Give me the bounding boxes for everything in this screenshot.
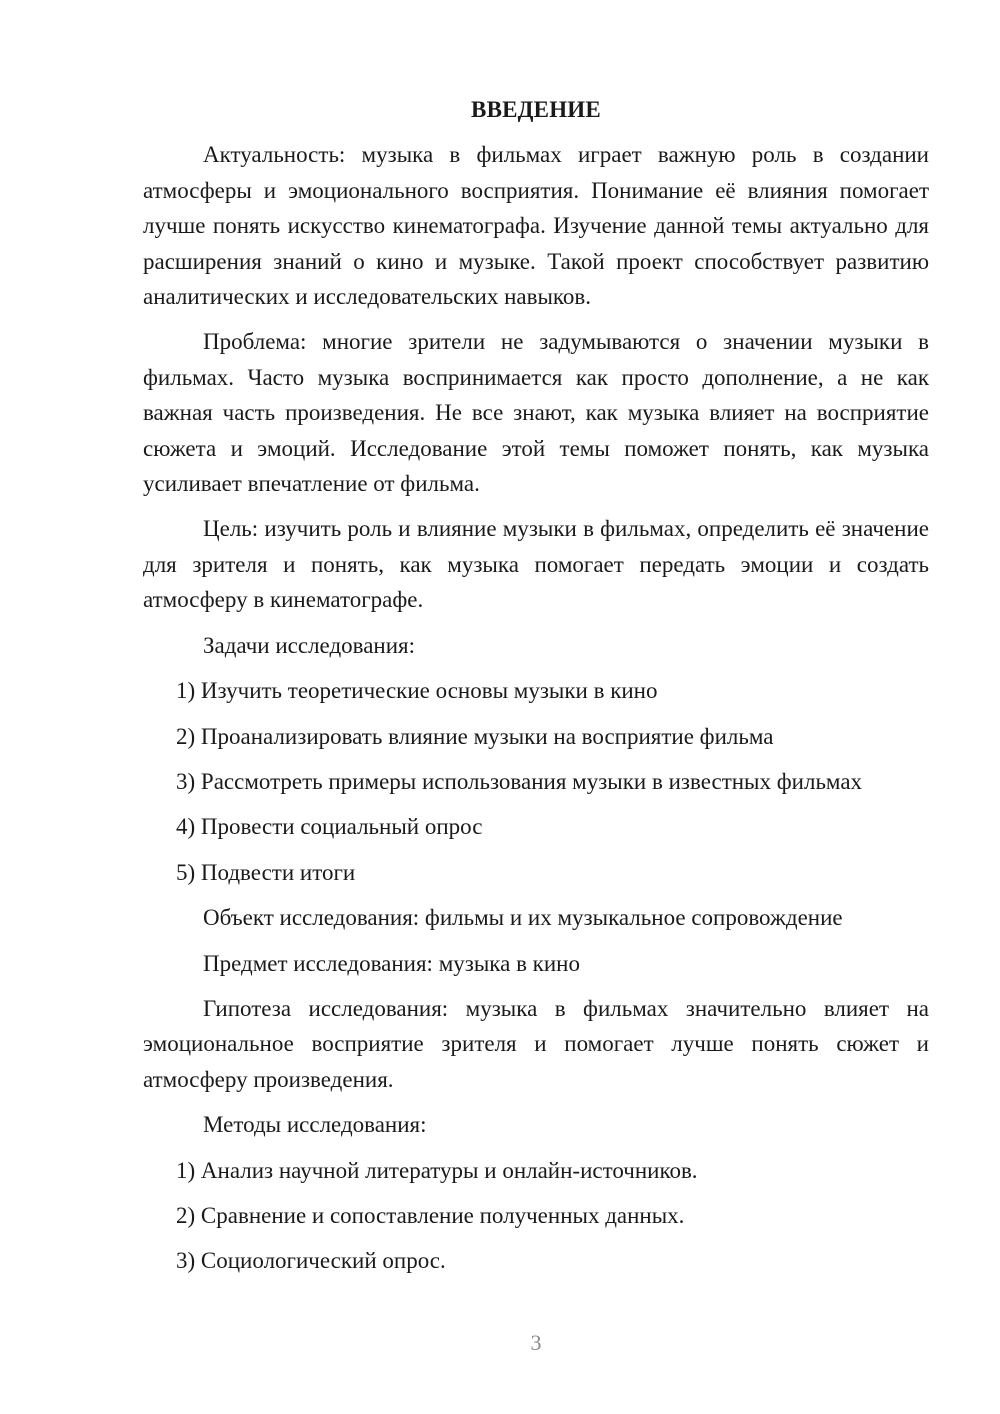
list-item: 1) Изучить теоретические основы музыки в кино [176,678,658,704]
goal-paragraph: Цель: изучить роль и влияние музыки в фильмах, определить её значение для зрителя и понять, как музыка помогает передать эмоции и создать атмосферу в кинематографе. [143,516,929,613]
list-item: 3) Рассмотреть примеры использования музыки в известных фильмах [176,768,863,794]
list-item: 3) Социологический опрос. [176,1248,446,1274]
hypothesis-paragraph: Гипотеза исследования: музыка в фильмах значительно влияет на эмоциональное восприятие зрителя и помогает лучше понять сюжет и атмосферу произведения. [143,995,929,1092]
methods-heading: Методы исследования: [203,1112,427,1138]
methods-list [143,1153,929,1279]
document-page [143,92,929,1289]
list-item: 2) Проанализировать влияние музыки на восприятие фильма [176,723,774,749]
list-item: 1) Анализ научной литературы и онлайн-источников. [176,1157,698,1183]
subject-paragraph: Предмет исследования: музыка в кино [203,950,580,976]
page-title: ВВЕДЕНИЕ [471,97,601,122]
list-item: 2) Сравнение и сопоставление полученных данных. [176,1202,685,1228]
object-paragraph: Объект исследования: фильмы и их музыкальное сопровождение [203,905,843,931]
page-number: 3 [530,1330,542,1355]
tasks-list [143,673,929,890]
list-item: 4) Провести социальный опрос [176,814,483,840]
tasks-heading: Задачи исследования: [203,632,416,658]
problem-paragraph: Проблема: многие зрители не задумываются о значении музыки в фильмах. Часто музыка воспринимается как просто дополнение, а не как важная часть произведения. Не все знают, как музыка влияет на восприятие сюжета и эмоций. Исследование этой темы поможет понять, как музыка усиливает впечатление от фильма. [143,329,929,497]
relevance-paragraph: Актуальность: музыка в фильмах играет важную роль в создании атмосферы и эмоционального восприятия. Понимание её влияния помогает лучше понять искусство кинематографа. Изучение данной темы актуально для расширения знаний о кино и музыке. Такой проект способствует развитию аналитических и исследовательских навыков. [143,142,929,310]
list-item: 5) Подвести итоги [176,859,356,885]
